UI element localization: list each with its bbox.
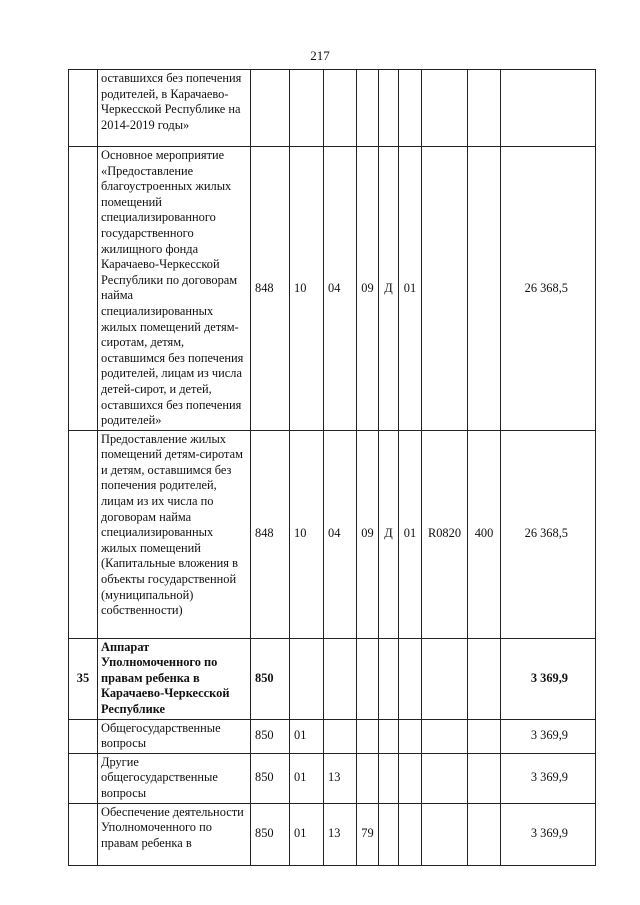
subsection-code: 04 <box>324 430 357 638</box>
direction-code <box>422 147 468 431</box>
row-name: оставшихся без попечения родителей, в Карачаево-Черкесской Республике на 2014-2019 годы» <box>98 70 251 147</box>
expense-type-code <box>468 147 501 431</box>
event-code: 01 <box>399 430 422 638</box>
row-name: Общегосударственные вопросы <box>98 719 251 753</box>
direction-code <box>422 719 468 753</box>
row-name: Другие общегосударственные вопросы <box>98 753 251 803</box>
row-number <box>69 430 98 638</box>
amount: 26 368,5 <box>501 430 596 638</box>
subsection-code <box>324 70 357 147</box>
event-code <box>399 638 422 719</box>
expense-type-code <box>468 70 501 147</box>
row-number <box>69 803 98 865</box>
section-code <box>290 638 324 719</box>
table-row <box>69 803 596 865</box>
table-row <box>69 638 596 719</box>
program-code: 09 <box>357 430 379 638</box>
subprogram-code: Д <box>379 147 399 431</box>
section-code: 01 <box>290 753 324 803</box>
program-code <box>357 753 379 803</box>
subprogram-code <box>379 753 399 803</box>
subsection-code: 13 <box>324 753 357 803</box>
event-code <box>399 70 422 147</box>
program-code <box>357 719 379 753</box>
ved-code: 850 <box>251 638 290 719</box>
section-code: 10 <box>290 430 324 638</box>
ved-code: 850 <box>251 803 290 865</box>
direction-code: R0820 <box>422 430 468 638</box>
section-code: 10 <box>290 147 324 431</box>
subprogram-code <box>379 719 399 753</box>
ved-code: 848 <box>251 430 290 638</box>
row-name: Обеспечение деятельности Уполномоченного по правам ребенка в <box>98 803 251 865</box>
ved-code: 848 <box>251 147 290 431</box>
expense-type-code <box>468 638 501 719</box>
amount <box>501 70 596 147</box>
section-code <box>290 70 324 147</box>
ved-code <box>251 70 290 147</box>
subprogram-code <box>379 803 399 865</box>
amount: 3 369,9 <box>501 803 596 865</box>
subprogram-code <box>379 638 399 719</box>
row-number <box>69 719 98 753</box>
subprogram-code: Д <box>379 430 399 638</box>
table-row <box>69 719 596 753</box>
event-code <box>399 753 422 803</box>
section-code: 01 <box>290 719 324 753</box>
row-number <box>69 147 98 431</box>
table-body <box>69 70 596 866</box>
program-code <box>357 638 379 719</box>
subprogram-code <box>379 70 399 147</box>
event-code: 01 <box>399 147 422 431</box>
row-name: Аппарат Уполномоченного по правам ребенка в Карачаево-Черкесской Республике <box>98 638 251 719</box>
program-code <box>357 70 379 147</box>
event-code <box>399 719 422 753</box>
row-name: Основное мероприятие «Предоставление благоустроенных жилых помещений специализированного государственного жилищного фонда Карачаево-Черкесской Республики по договорам найма специализированных жилых помещений детям-сиротам, детям, оставшимся без попечения родителей, лицам из числа детей-сирот, и детей, оставшихся без попечения родителей» <box>98 147 251 431</box>
row-name: Предоставление жилых помещений детям-сиротам и детям, оставшимся без попечения родителей, лицам из их числа по договорам найма специализированных жилых помещений (Капитальные вложения в объекты государственной (муниципальной) собственности) <box>98 430 251 638</box>
table-row <box>69 147 596 431</box>
direction-code <box>422 638 468 719</box>
subsection-code: 04 <box>324 147 357 431</box>
table-row <box>69 70 596 147</box>
amount: 26 368,5 <box>501 147 596 431</box>
subsection-code <box>324 638 357 719</box>
table-row <box>69 430 596 638</box>
program-code: 09 <box>357 147 379 431</box>
expense-type-code <box>468 719 501 753</box>
section-code: 01 <box>290 803 324 865</box>
row-number <box>69 753 98 803</box>
page-number: 217 <box>310 48 330 63</box>
event-code <box>399 803 422 865</box>
subsection-code <box>324 719 357 753</box>
ved-code: 850 <box>251 753 290 803</box>
amount: 3 369,9 <box>501 719 596 753</box>
ved-code: 850 <box>251 719 290 753</box>
table-row <box>69 753 596 803</box>
amount: 3 369,9 <box>501 638 596 719</box>
row-number <box>69 70 98 147</box>
row-number: 35 <box>69 638 98 719</box>
program-code: 79 <box>357 803 379 865</box>
expense-type-code: 400 <box>468 430 501 638</box>
direction-code <box>422 753 468 803</box>
direction-code <box>422 803 468 865</box>
amount: 3 369,9 <box>501 753 596 803</box>
budget-table <box>68 69 596 866</box>
expense-type-code <box>468 803 501 865</box>
expense-type-code <box>468 753 501 803</box>
direction-code <box>422 70 468 147</box>
subsection-code: 13 <box>324 803 357 865</box>
